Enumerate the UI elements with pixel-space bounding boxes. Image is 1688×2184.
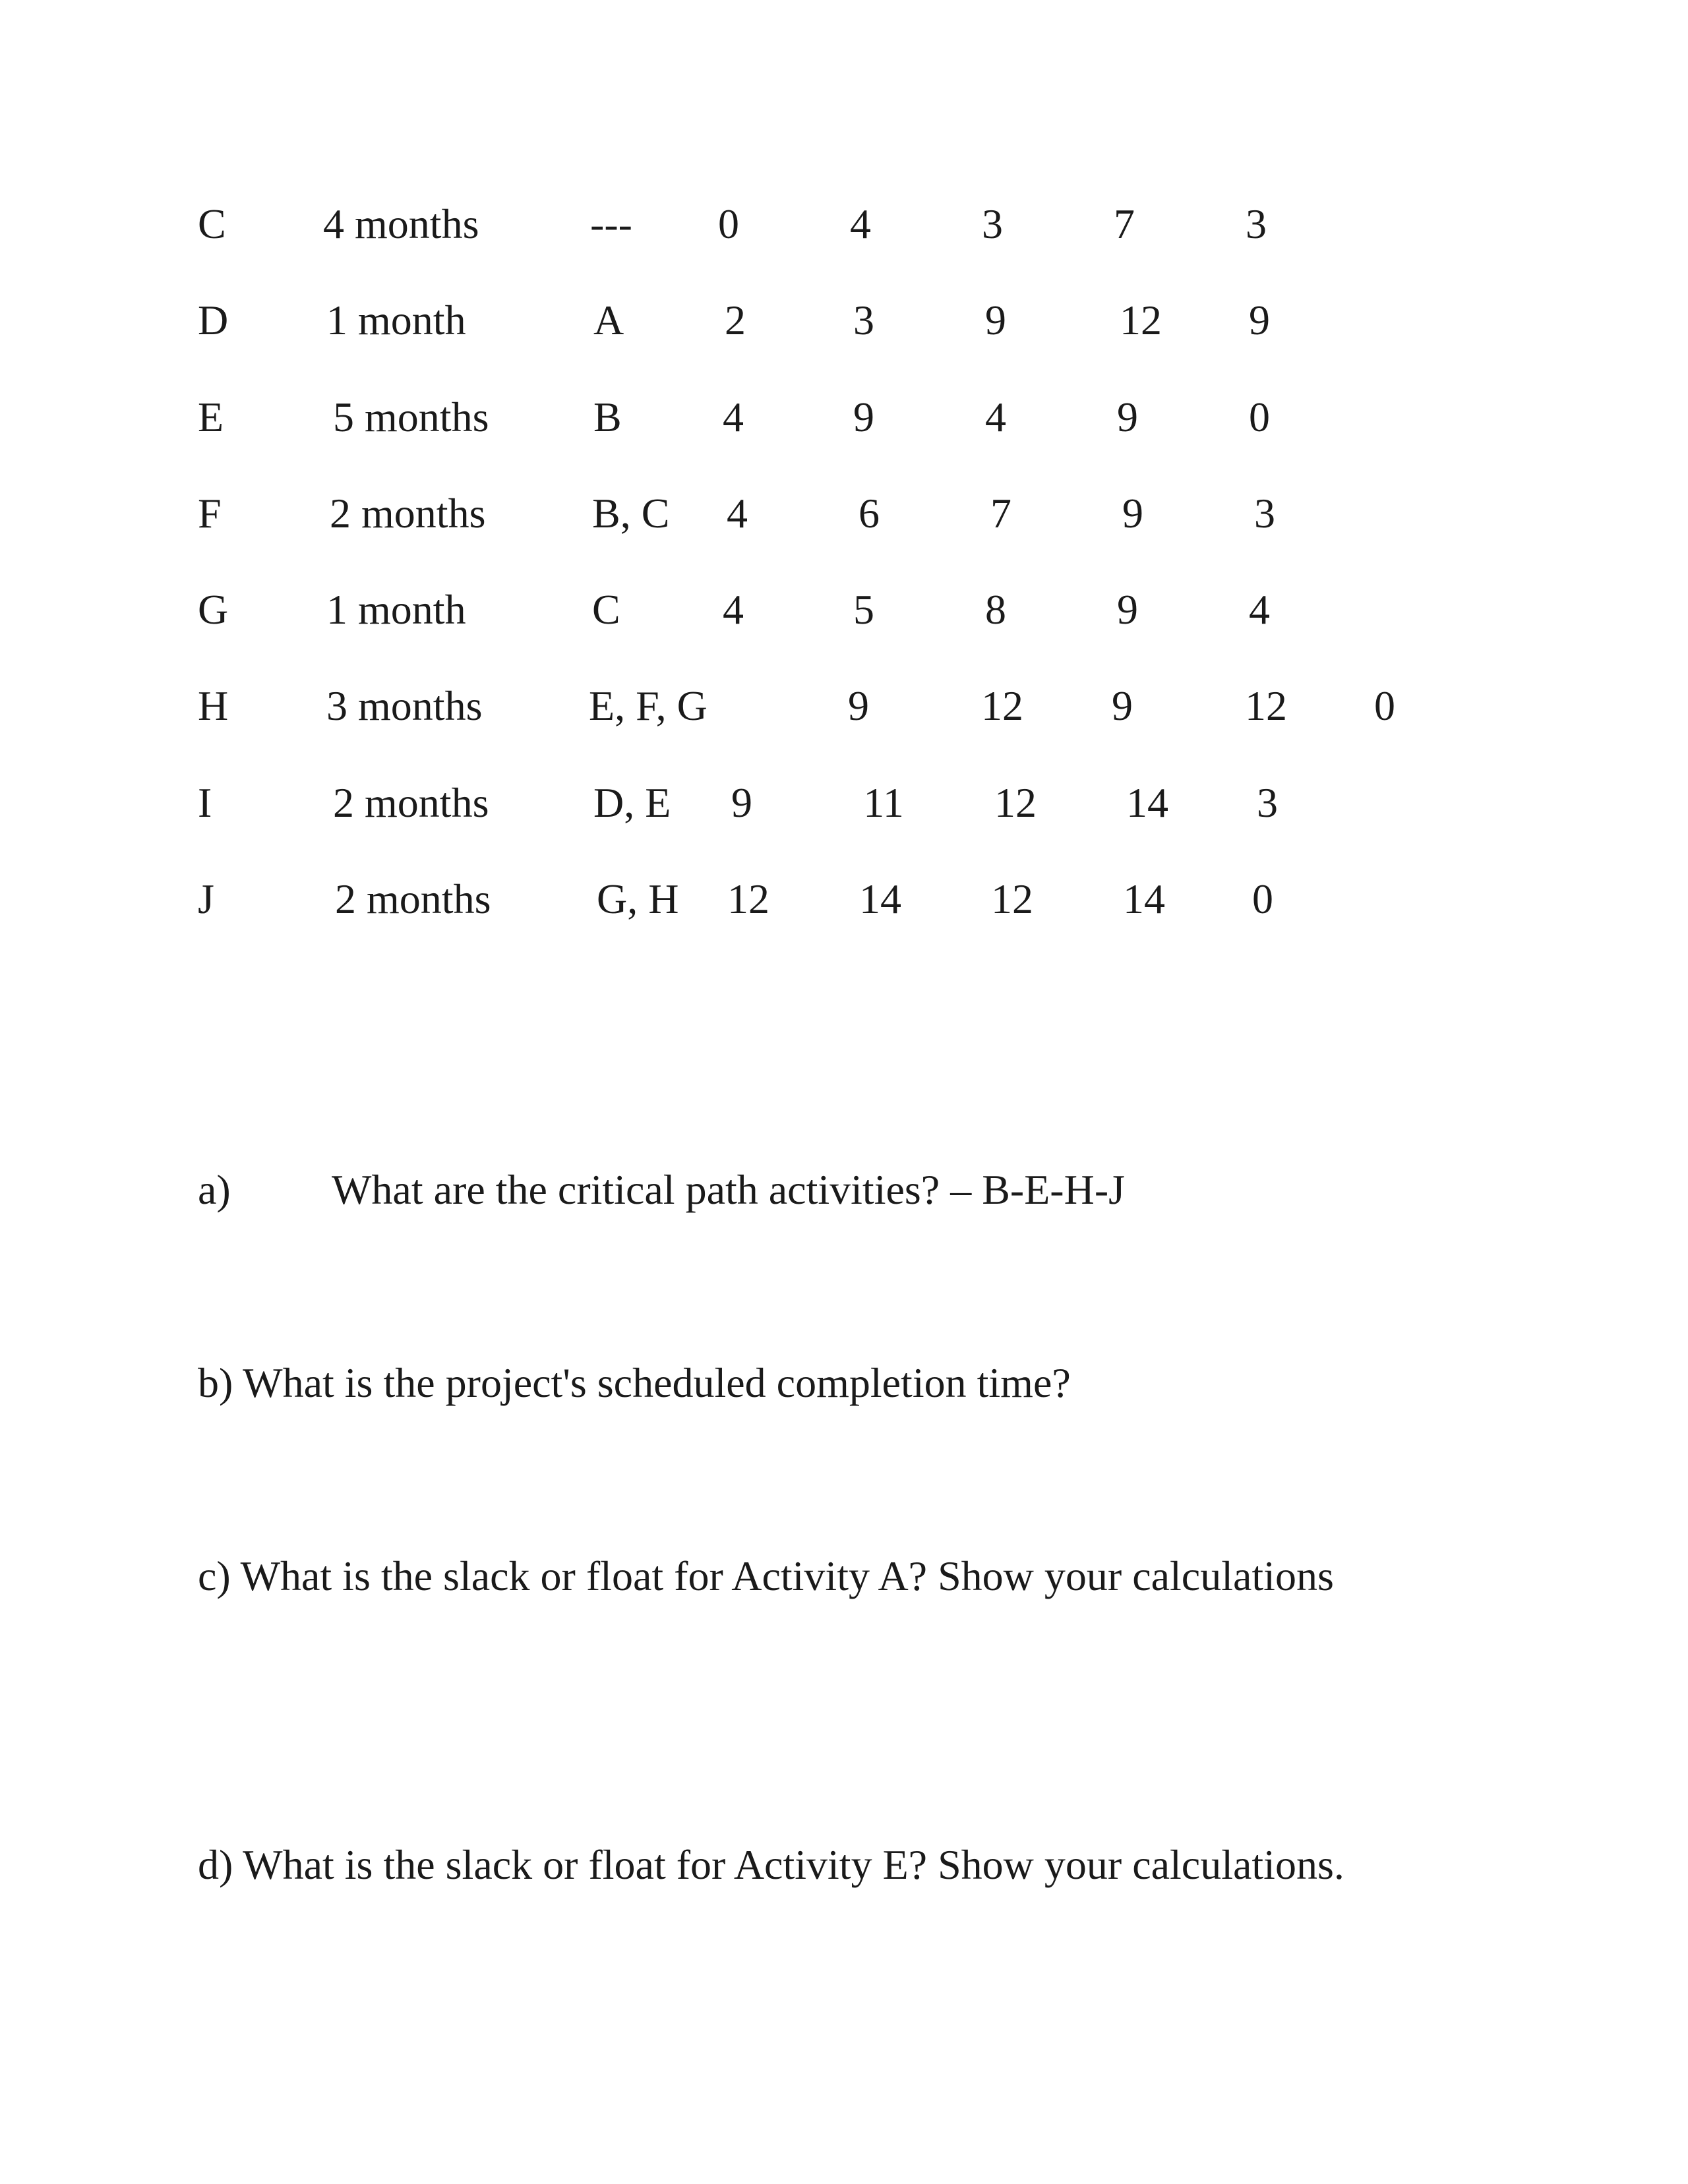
lf-cell: 14 xyxy=(1126,779,1168,826)
table-row xyxy=(0,580,1688,639)
lf-cell: 12 xyxy=(1120,297,1162,343)
activity-cell: I xyxy=(198,779,212,826)
duration-cell: 2 months xyxy=(335,875,491,922)
slack-cell: 4 xyxy=(1249,586,1270,633)
predecessors-cell: C xyxy=(592,586,620,633)
slack-cell: 3 xyxy=(1246,200,1267,247)
duration-cell: 2 months xyxy=(333,779,489,826)
ls-cell: 12 xyxy=(981,682,1023,729)
ls-cell: 9 xyxy=(985,297,1006,343)
es-cell: 2 xyxy=(725,297,746,343)
lf-cell: 7 xyxy=(1114,200,1135,247)
ef-cell: 11 xyxy=(863,779,904,826)
lf-cell: 9 xyxy=(1122,490,1143,537)
ls-cell: 3 xyxy=(982,200,1003,247)
es-cell: 9 xyxy=(731,779,752,826)
duration-cell: 2 months xyxy=(330,490,486,537)
question-a-label: a) xyxy=(198,1166,231,1213)
question-a-text: What are the critical path activities? – B-E-H-J xyxy=(332,1166,1126,1213)
ls-cell: 12 xyxy=(991,875,1033,922)
question-c-text: c) What is the slack or float for Activity A? Show your calculations xyxy=(198,1552,1334,1599)
activity-cell: C xyxy=(198,200,226,247)
lf-cell: 9 xyxy=(1117,394,1138,440)
lf-cell: 14 xyxy=(1123,875,1165,922)
table-row xyxy=(0,484,1688,543)
es-cell: 4 xyxy=(727,490,748,537)
activity-cell: E xyxy=(198,394,224,440)
predecessors-cell: G, H xyxy=(597,875,679,922)
ls-cell: 8 xyxy=(985,586,1006,633)
activity-cell: G xyxy=(198,586,229,633)
lf-cell: 9 xyxy=(1112,682,1133,729)
question-b-text: b) What is the project's scheduled completion time? xyxy=(198,1359,1071,1406)
ef-cell: 3 xyxy=(853,297,874,343)
es-cell: 0 xyxy=(718,200,739,247)
ls-cell: 7 xyxy=(990,490,1011,537)
slack-cell: 0 xyxy=(1252,875,1273,922)
ef-cell: 9 xyxy=(848,682,869,729)
table-row xyxy=(0,676,1688,736)
ef-cell: 4 xyxy=(850,200,871,247)
predecessors-cell: E, F, G xyxy=(589,682,708,729)
ls-cell: 12 xyxy=(994,779,1037,826)
slack-cell: 12 xyxy=(1245,682,1287,729)
ef-cell: 6 xyxy=(859,490,880,537)
activity-cell: J xyxy=(198,875,214,922)
ef-cell: 5 xyxy=(853,586,874,633)
predecessors-cell: D, E xyxy=(593,779,671,826)
activity-cell: D xyxy=(198,297,229,343)
ef-cell: 9 xyxy=(853,394,874,440)
duration-cell: 5 months xyxy=(333,394,489,440)
activity-cell: H xyxy=(198,682,229,729)
predecessors-cell: --- xyxy=(590,200,632,247)
es-cell: 4 xyxy=(723,586,744,633)
duration-cell: 1 month xyxy=(326,297,466,343)
activity-cell: F xyxy=(198,490,222,537)
slack-cell: 3 xyxy=(1254,490,1275,537)
lf-cell: 9 xyxy=(1117,586,1138,633)
slack-cell: 9 xyxy=(1249,297,1270,343)
table-row xyxy=(0,870,1688,929)
question-d-text: d) What is the slack or float for Activity E? Show your calculations. xyxy=(198,1841,1344,1888)
duration-cell: 3 months xyxy=(326,682,483,729)
predecessors-cell: A xyxy=(593,297,624,343)
table-row xyxy=(0,773,1688,833)
es-cell: 12 xyxy=(727,875,769,922)
table-row xyxy=(0,194,1688,254)
predecessors-cell: B, C xyxy=(592,490,670,537)
extra-cell: 0 xyxy=(1374,682,1395,729)
ef-cell: 14 xyxy=(859,875,901,922)
slack-cell: 3 xyxy=(1257,779,1278,826)
duration-cell: 1 month xyxy=(326,586,466,633)
duration-cell: 4 months xyxy=(323,200,479,247)
es-cell: 4 xyxy=(723,394,744,440)
predecessors-cell: B xyxy=(593,394,622,440)
table-row xyxy=(0,388,1688,447)
slack-cell: 0 xyxy=(1249,394,1270,440)
table-row xyxy=(0,291,1688,350)
ls-cell: 4 xyxy=(985,394,1006,440)
